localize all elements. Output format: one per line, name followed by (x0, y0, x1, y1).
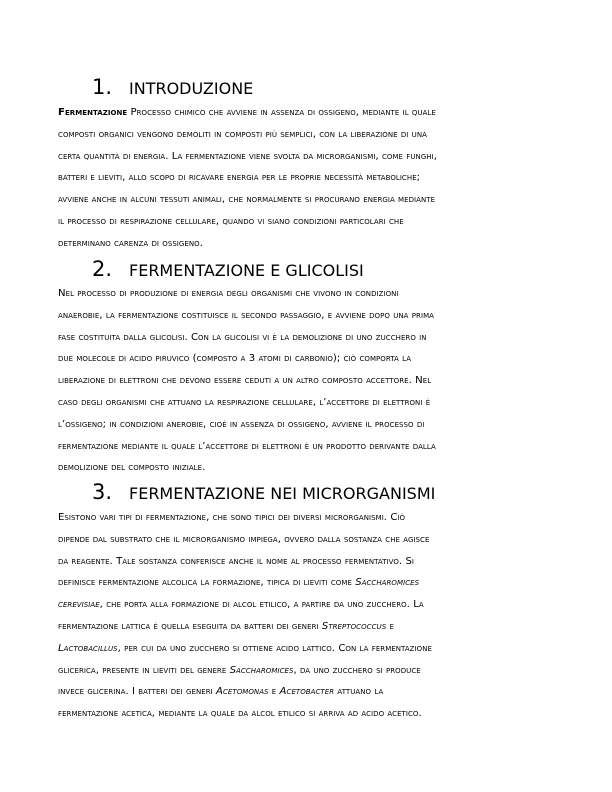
text-run: l’ossigeno; in condizioni anerobie, cioè in assenza di ossigeno, avviene il processo di (58, 418, 425, 430)
text-line (58, 233, 558, 255)
section-heading-3 (92, 477, 435, 505)
text-line (58, 507, 558, 529)
text-run: fermentazione lattica è quella eseguita da batteri dei generi (58, 620, 322, 632)
text-line (58, 102, 558, 124)
text-run: glicerica, presente in lieviti del genere (58, 664, 230, 676)
section-title: FERMENTAZIONE NEI MICRORGANISMI (129, 484, 436, 503)
text-line (58, 660, 558, 682)
text-run: Nel processo di produzione di energia degli organismi che vivono in condizioni (58, 288, 399, 299)
text-line (58, 124, 558, 146)
section-number: 2. (92, 257, 113, 281)
section-heading-1 (92, 72, 253, 100)
term-label: Fermentazione (58, 107, 128, 118)
text-run: e (386, 620, 394, 632)
section-body-2 (58, 283, 558, 479)
italic-term: Streptococcus (321, 620, 387, 632)
italic-term: Saccharomices (355, 577, 420, 589)
text-run: liberazione di elettroni che devono essere ceduti a un altro composto accettore. Nel (58, 375, 432, 387)
text-run: fermentazione acetica, mediante la quale da alcol etilico si arriva ad acido acetico. (58, 708, 422, 720)
text-run: due molecole di acido piruvico (composto a 3 atomi di carbonio); ciò comporta la (58, 353, 412, 365)
text-line (58, 348, 558, 370)
section-title: FERMENTAZIONE E GLICOLISI (129, 261, 364, 280)
text-line (58, 146, 558, 168)
text-line (58, 414, 558, 436)
section-heading-2 (92, 254, 364, 282)
text-run: composti organici vengono demoliti in composti più semplici, con la liberazione di una (58, 128, 427, 140)
text-run: Esistono vari tipi di fermentazione, che sono tipici dei diversi microrganismi. Ciò (58, 512, 406, 523)
italic-term: Lactobacillus (58, 642, 118, 654)
text-line (58, 529, 558, 551)
text-run: avviene anche in alcuni tessuti animali, che normalmente si procurano energia mediante (58, 194, 436, 206)
text-run: attuano la (334, 686, 384, 698)
italic-term: Saccharomices (229, 664, 294, 676)
text-run: , che porta alla formazione di alcol etilico, a partire da uno zucchero. La (99, 599, 424, 611)
text-run: fermentazione mediante il quale l’accettore di elettroni è un prodotto derivante dalla (58, 440, 436, 452)
text-line (58, 392, 558, 414)
text-line (58, 681, 558, 703)
section-number: 1. (92, 75, 113, 99)
text-line (58, 167, 558, 189)
section-title: INTRODUZIONE (129, 79, 254, 98)
text-run: anaerobie, la fermentazione costituisce il secondo passaggio, e avviene dopo una prima (58, 309, 434, 321)
text-line (58, 305, 558, 327)
text-line (58, 370, 558, 392)
text-run: dipende dal substrato che il microrganismo impiega, ovvero dalla sostanza che agisce (58, 533, 430, 545)
text-run: caso degli organismi che attuano la respirazione cellulare, l’accettore di elettroni è (58, 396, 431, 408)
text-line (58, 551, 558, 573)
italic-term: Acetobacter (279, 686, 335, 698)
text-run: batteri e lieviti, allo scopo di ricavare energia per le proprie necessità metaboliche; (58, 172, 421, 184)
section-number: 3. (92, 480, 113, 504)
text-line (58, 703, 558, 725)
text-run: invece glicerina. I batteri dei generi (58, 686, 217, 698)
text-line (58, 638, 558, 660)
text-run: demolizione del composto iniziale. (58, 462, 206, 474)
text-line (58, 211, 558, 233)
text-run: Processo chimico che avviene in assenza di ossigeno, mediante il quale (127, 107, 436, 118)
text-run: il processo di respirazione cellulare, quando vi siano condizioni particolari che (58, 215, 404, 227)
text-run: da reagente. Tale sostanza conferisce anche il nome al processo fermentativo. Si (58, 555, 415, 567)
text-line (58, 436, 558, 458)
italic-term: cerevisiae (58, 599, 100, 611)
text-line (58, 572, 558, 594)
text-run: definisce fermentazione alcolica la formazione, tipica di lieviti come (58, 577, 356, 589)
text-run: determinano carenza di ossigeno. (58, 237, 203, 249)
text-run: e (268, 686, 280, 698)
text-run: , da uno zucchero si produce (293, 664, 421, 676)
text-line (58, 189, 558, 211)
text-run: , per cui da uno zucchero si ottiene acido lattico. Con la fermentazione (117, 642, 432, 654)
text-line (58, 327, 558, 349)
italic-term: Acetomonas (216, 686, 269, 698)
text-line (58, 616, 558, 638)
text-line (58, 283, 558, 305)
section-body-1 (58, 102, 558, 255)
text-line (58, 457, 558, 479)
text-line (58, 594, 558, 616)
text-run: certa quantità di energia. La fermentazione viene svolta da microrganismi, come funghi, (58, 150, 437, 162)
section-body-3 (58, 507, 558, 725)
text-run: fase costituita dalla glicolisi. Con la glicolisi vi è la demolizione di uno zucchero in (58, 331, 427, 343)
